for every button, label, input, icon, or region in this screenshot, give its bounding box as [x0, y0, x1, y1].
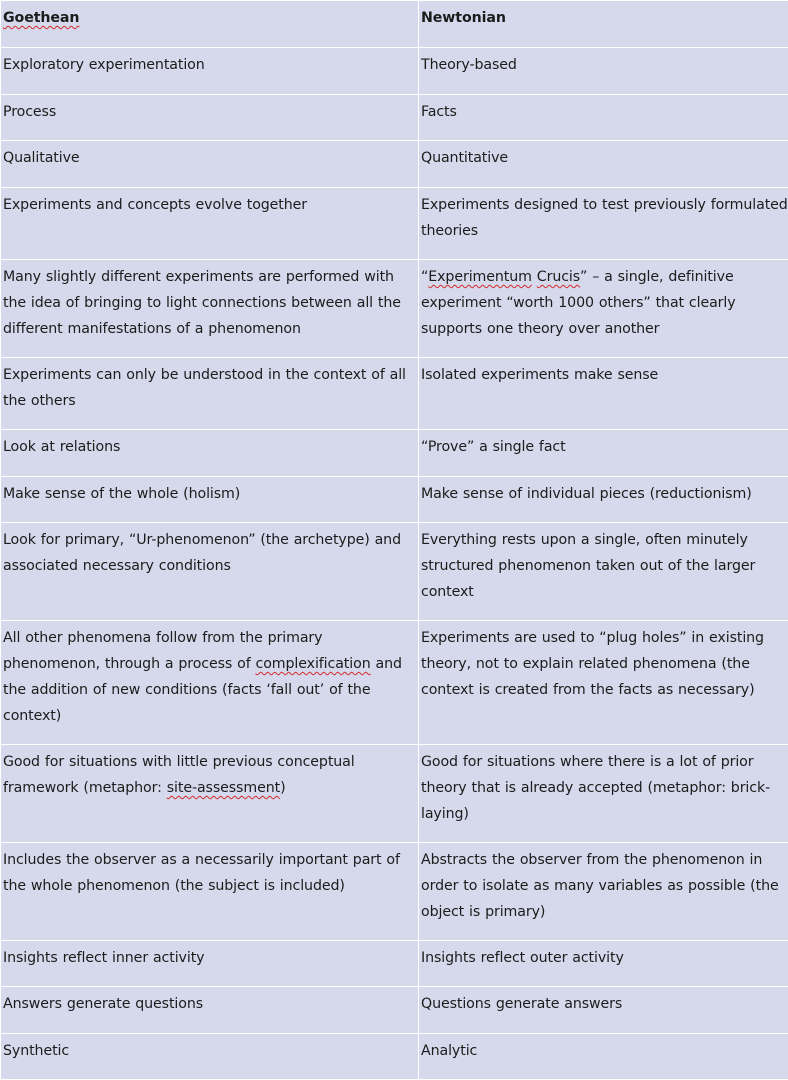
newtonian-cell: Theory-based [419, 48, 788, 95]
table-row [1, 941, 788, 987]
goethean-cell: Experiments and concepts evolve together [1, 188, 419, 260]
header-row [1, 1, 788, 48]
table-row [1, 188, 788, 260]
table-row [1, 843, 788, 941]
newtonian-cell: Good for situations where there is a lot of prior theory that is already accepted (metaphor: brick-laying) [419, 745, 788, 843]
goethean-cell: Synthetic [1, 1034, 419, 1080]
newtonian-cell: “Prove” a single fact [419, 430, 788, 477]
newtonian-cell: Quantitative [419, 141, 788, 188]
header-goethean [1, 1, 419, 48]
newtonian-cell: “Experimentum Crucis” – a single, definitive experiment “worth 1000 others” that clearly supports one theory over another [419, 260, 788, 358]
table-row [1, 260, 788, 358]
newtonian-cell: Isolated experiments make sense [419, 358, 788, 430]
goethean-cell: Insights reflect inner activity [1, 941, 419, 987]
spellcheck-word: Goethean [3, 10, 79, 26]
newtonian-cell: Everything rests upon a single, often minutely structured phenomenon taken out of the larger context [419, 523, 788, 621]
table-row [1, 358, 788, 430]
table-row [1, 523, 788, 621]
table-row [1, 477, 788, 523]
spellcheck-word: complexification [256, 656, 371, 672]
goethean-cell: Look for primary, “Ur-phenomenon” (the archetype) and associated necessary conditions [1, 523, 419, 621]
goethean-cell: Qualitative [1, 141, 419, 188]
goethean-cell: Good for situations with little previous conceptual framework (metaphor: site-assessment) [1, 745, 419, 843]
table-row [1, 430, 788, 477]
table-row [1, 141, 788, 188]
goethean-cell: Make sense of the whole (holism) [1, 477, 419, 523]
table-row [1, 745, 788, 843]
goethean-cell: Answers generate questions [1, 987, 419, 1034]
goethean-cell: Process [1, 95, 419, 141]
goethean-cell: All other phenomena follow from the primary phenomenon, through a process of complexification and the addition of new conditions (facts ‘fall out’ of the context) [1, 621, 419, 745]
goethean-cell: Look at relations [1, 430, 419, 477]
newtonian-cell: Abstracts the observer from the phenomenon in order to isolate as many variables as possible (the object is primary) [419, 843, 788, 941]
goethean-cell: Experiments can only be understood in the context of all the others [1, 358, 419, 430]
goethean-cell: Exploratory experimentation [1, 48, 419, 95]
table-row [1, 621, 788, 745]
spellcheck-word: Experimentum [428, 269, 532, 285]
table-row [1, 95, 788, 141]
newtonian-cell: Facts [419, 95, 788, 141]
spellcheck-word: Crucis [537, 269, 580, 285]
newtonian-cell: Questions generate answers [419, 987, 788, 1034]
newtonian-cell: Experiments are used to “plug holes” in existing theory, not to explain related phenomena (the context is created from the facts as necessary) [419, 621, 788, 745]
newtonian-cell: Experiments designed to test previously formulated theories [419, 188, 788, 260]
newtonian-cell: Insights reflect outer activity [419, 941, 788, 987]
header-newtonian: Newtonian [419, 1, 788, 48]
spellcheck-word: site-assessment [167, 780, 280, 796]
newtonian-cell: Analytic [419, 1034, 788, 1080]
goethean-cell: Includes the observer as a necessarily important part of the whole phenomenon (the subject is included) [1, 843, 419, 941]
table-row [1, 987, 788, 1034]
goethean-cell: Many slightly different experiments are performed with the idea of bringing to light connections between all the different manifestations of a phenomenon [1, 260, 419, 358]
table-row [1, 48, 788, 95]
newtonian-cell: Make sense of individual pieces (reductionism) [419, 477, 788, 523]
table-row [1, 1034, 788, 1080]
